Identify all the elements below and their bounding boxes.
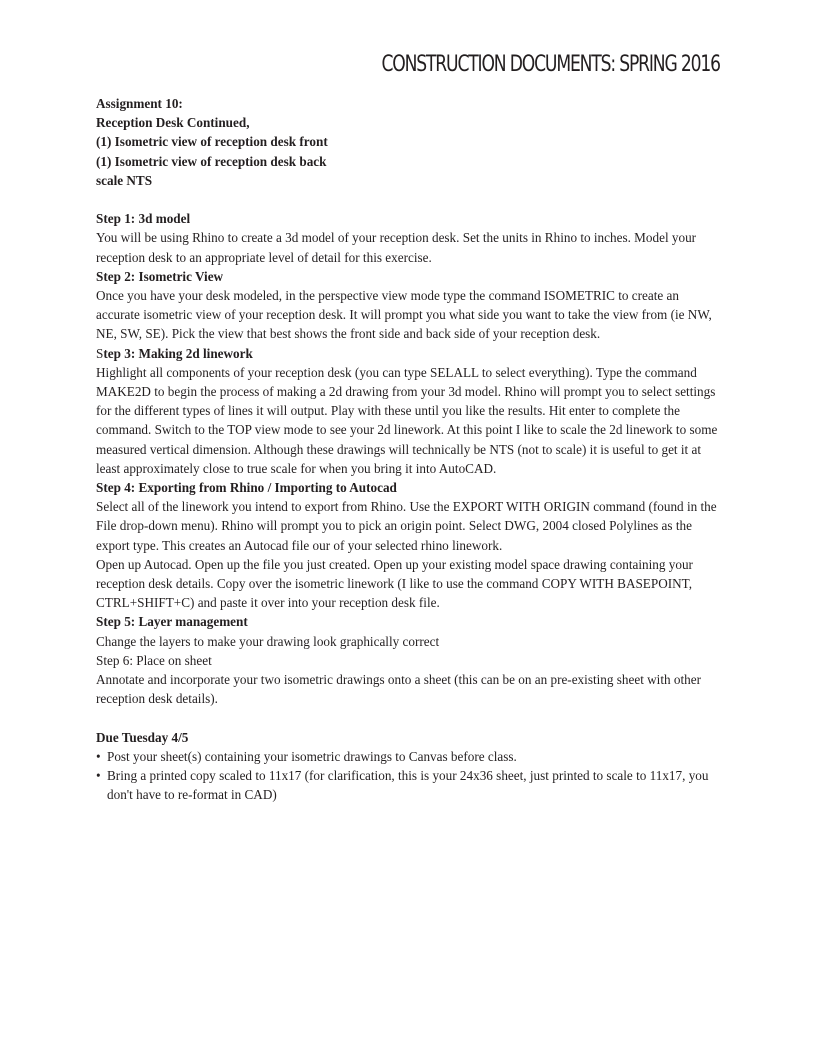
deliverable-front: (1) Isometric view of reception desk front	[96, 134, 328, 150]
bullet-icon: •	[96, 768, 101, 784]
step-heading	[96, 344, 722, 363]
list-item-text: Post your sheet(s) containing your isometric drawings to Canvas before class.	[107, 748, 517, 764]
spacer	[96, 708, 722, 727]
step-heading-rest: tep 3: Making 2d linework	[103, 345, 253, 361]
step-6	[96, 651, 722, 709]
list-item-text: Bring a printed copy scaled to 11x17 (for clarification, this is your 24x36 sheet, just printed to scale to 11x17, you don't have to re-format in CAD)	[107, 768, 709, 803]
step-3	[96, 344, 722, 478]
page-header-title: CONSTRUCTION DOCUMENTS: SPRING 2016	[381, 52, 720, 77]
due-list	[96, 747, 722, 805]
step-body: Highlight all components of your reception desk (you can type SELALL to select everything). Type the command MAKE2D to begin the process of making a 2d drawing from your 3d model. Rhino will prompt you to select settings for the different types of lines it will output. Play with these until you like the results. Hit enter to complete the command. Switch to the TOP view mode to see your 2d linework. At this point I like to scale the 2d linework to some measured vertical dimension. Although these drawings will technically be NTS (not to scale) it is useful to get it at least approximately close to true scale for when you bring it into AutoCAD.	[96, 364, 718, 476]
step-heading: Step 4: Exporting from Rhino / Importing to Autocad	[96, 480, 397, 496]
step-heading: Step 6: Place on sheet	[96, 652, 212, 668]
spacer	[96, 190, 722, 209]
step-body-continued: Open up Autocad. Open up the file you just created. Open up your existing model space drawing containing your reception desk details. Copy over the isometric linework (I like to use the command COPY WITH BASEPOINT, CTRL+SHIFT+C) and paste it over into your reception desk file.	[96, 556, 693, 611]
step-heading: Step 5: Layer management	[96, 614, 248, 630]
step-heading: Step 2: Isometric View	[96, 268, 224, 284]
assignment-info	[96, 94, 722, 190]
step-5	[96, 612, 722, 650]
list-item	[96, 766, 722, 804]
step-4	[96, 478, 722, 612]
due-heading: Due Tuesday 4/5	[96, 729, 189, 745]
assignment-scale: scale NTS	[96, 172, 153, 188]
assignment-title: Reception Desk Continued,	[96, 115, 250, 131]
bullet-icon: •	[96, 748, 101, 764]
step-body: Once you have your desk modeled, in the perspective view mode type the command ISOMETRIC to create an accurate isometric view of your reception desk. It will prompt you what side you want to take the view from (ie NW, NE, SW, SE). Pick the view that best shows the front side and back side of your reception desk.	[96, 288, 712, 342]
step-body: Change the layers to make your drawing look graphically correct	[96, 633, 440, 649]
step-body: Annotate and incorporate your two isometric drawings onto a sheet (this can be on an pre-existing sheet with other reception desk details).	[96, 672, 701, 707]
step-heading: Step 1: 3d model	[96, 211, 191, 227]
step-2	[96, 267, 722, 344]
step-heading-prefix: S	[96, 345, 104, 361]
deliverable-back: (1) Isometric view of reception desk back	[96, 153, 327, 169]
list-item	[96, 747, 722, 766]
assignment-document	[96, 94, 722, 804]
due-section	[96, 728, 722, 805]
step-body: Select all of the linework you intend to export from Rhino. Use the EXPORT WITH ORIGIN command (found in the File drop-down menu). Rhino will prompt you to pick an origin point. Select DWG, 2004 closed Polylines as the export type. This creates an Autocad file our of your selected rhino linework.	[96, 499, 717, 553]
step-1	[96, 209, 722, 267]
assignment-number: Assignment 10:	[96, 96, 183, 111]
step-body: You will be using Rhino to create a 3d model of your reception desk. Set the units in Rhino to inches. Model your reception desk to an appropriate level of detail for this exercise.	[96, 230, 697, 265]
